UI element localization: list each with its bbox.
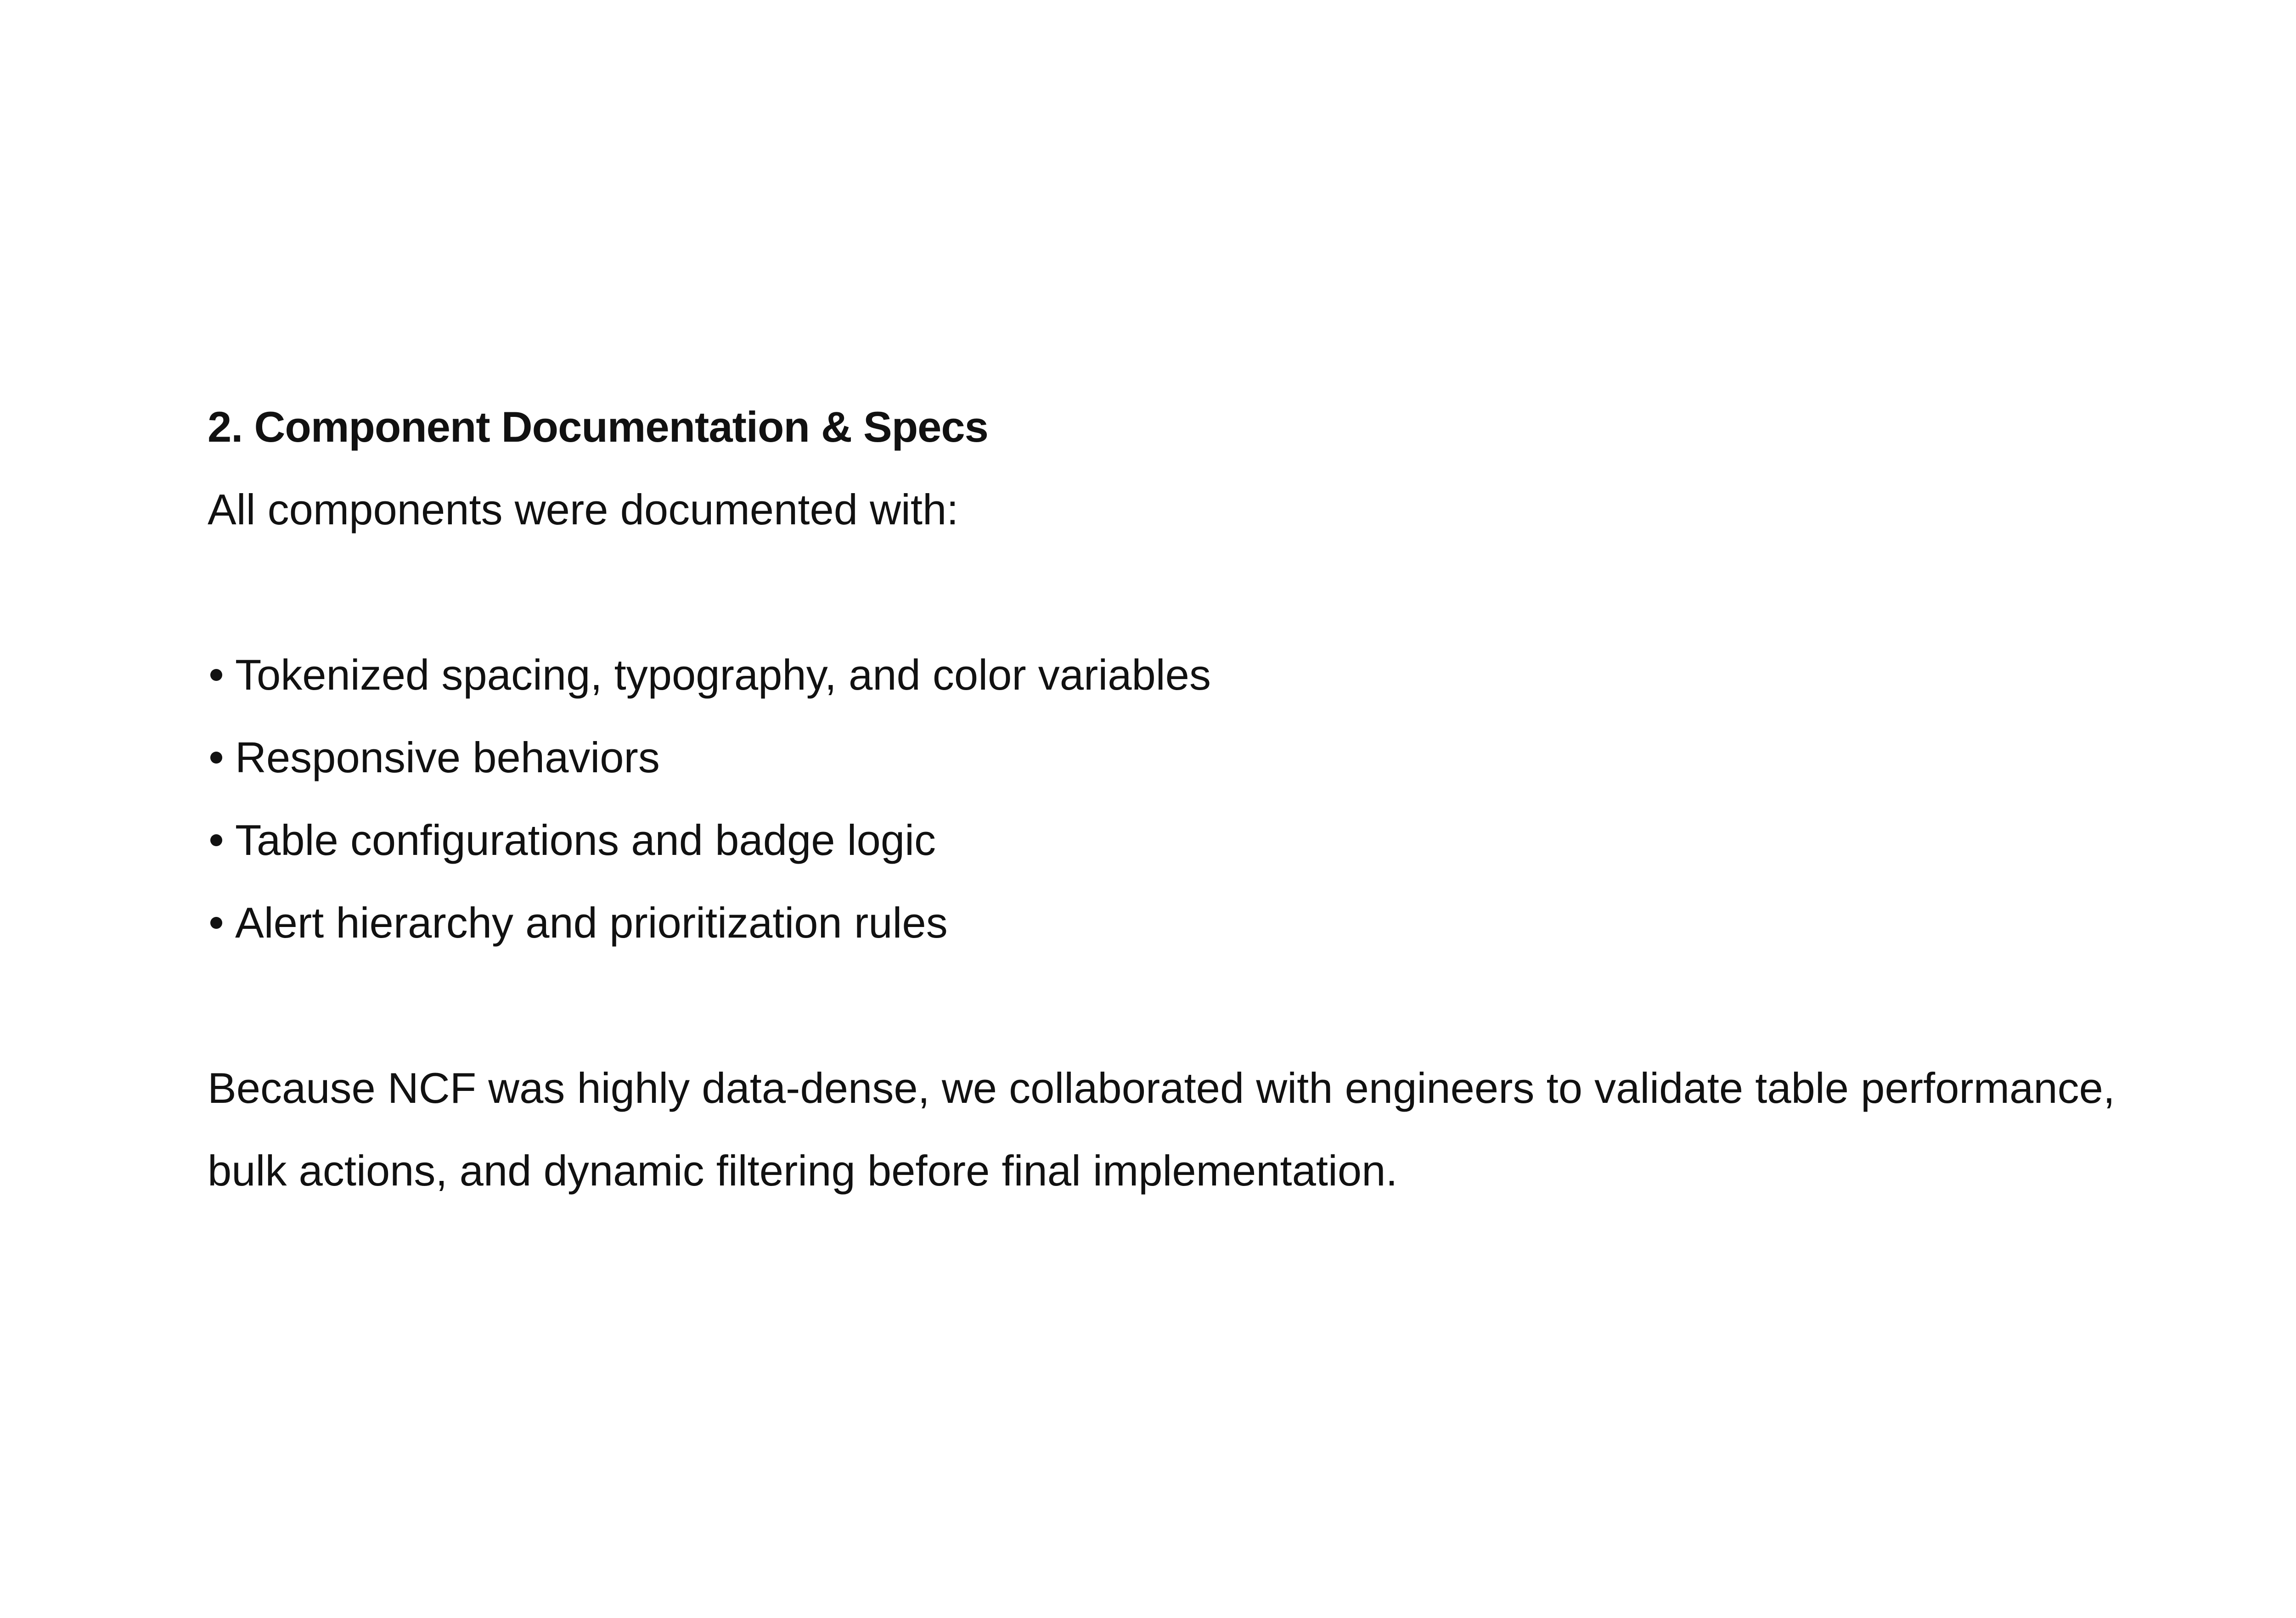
list-item [208,882,2296,964]
document-section [208,399,2296,1255]
list-item [208,799,2296,882]
list-item-text: Table configurations and badge logic [235,816,936,864]
list-item [208,716,2296,799]
bullet-icon [210,917,222,929]
bullet-list [208,634,2296,964]
closing-paragraph [208,1047,2296,1212]
bullet-icon [210,834,222,846]
list-item-text: Responsive behaviors [235,733,660,781]
list-item-text: Tokenized spacing, typography, and color variables [235,651,1211,699]
intro-paragraph: All components were documented with: [208,485,959,534]
bullet-icon [210,669,222,681]
section-heading: 2. Component Documentation & Specs [208,403,988,451]
closing-line-1: Because NCF was highly data-dense, we collaborated with engineers to validate table performance, [208,1064,2115,1112]
closing-line-2: bulk actions, and dynamic filtering before final implementation. [208,1146,1398,1195]
list-item [208,634,2296,716]
bullet-icon [210,752,222,764]
list-item-text: Alert hierarchy and prioritization rules [235,899,948,947]
